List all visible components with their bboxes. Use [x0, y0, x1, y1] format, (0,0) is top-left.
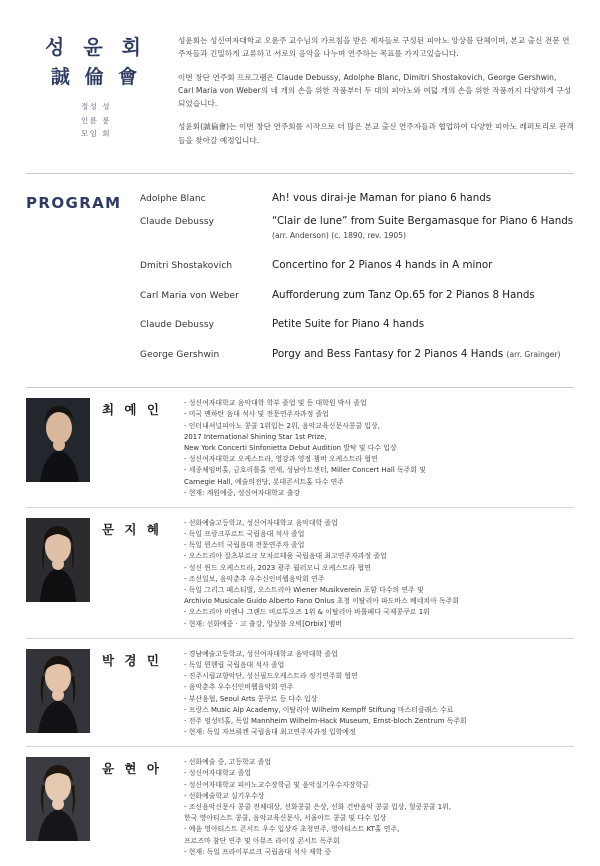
- performer-name: 박 경 민: [102, 652, 162, 668]
- bio-line: Archivio Musicale Guido Alberto Fano Onlus 초청 이탈리아 파도바스 베네치아 독주회: [184, 597, 459, 606]
- program-work: [272, 348, 574, 362]
- program-work: [272, 289, 574, 303]
- bio-line: - 오스트리아 비엔나 그랜드 비르투오즈 1위 & 이탈리아 바톨페다 국제콩쿠르 1위: [184, 608, 430, 617]
- ensemble-name-korean: 성 윤 회: [45, 35, 147, 59]
- bio-line: - 성신여자대학교 피아노교수장학금 및 음악실기우수자장학금: [184, 780, 369, 789]
- performer-row: [26, 387, 574, 507]
- performer-row: [26, 507, 574, 638]
- performer-photo: [26, 398, 90, 482]
- program-work-title: Ah! vous dirai-je Maman for piano 6 hands: [272, 191, 492, 204]
- performer-photo: [26, 649, 90, 733]
- program-work-title: Porgy and Bess Fantasy for 2 Pianos 4 Hands: [272, 348, 504, 361]
- program-item: [140, 289, 574, 303]
- intro-text: [166, 24, 574, 157]
- bio-line: 2017 International Shining Star 1st Prize,: [184, 432, 327, 441]
- performer-body: [90, 649, 574, 739]
- bio-line: - 현재: 독일 프라이부르크 국립음대 석사 재학 중: [184, 847, 332, 856]
- bio-line: - 전주 엉성터홀, 독일 Mannheim Wilhelm-Hack Museum, Ernst-bloch Zentrum 독주회: [184, 716, 467, 725]
- bio-line: - 현재: 독일 자브뤼켄 국립음대 최고연주자과정 입학예정: [184, 728, 356, 737]
- program-section: [0, 174, 600, 387]
- bio-line: - 조선일보, 음악춘추 우수신인비웹음악회 연주: [184, 574, 325, 583]
- program-item: [140, 348, 574, 362]
- program-work: [272, 215, 574, 243]
- bio-line: - 성신여자대학교 오케스트라, 영강과 영정 챔버 오케스트라 협연: [184, 455, 378, 464]
- performer-name: 최 예 인: [102, 402, 162, 418]
- performer-name: 문 지 혜: [102, 521, 162, 537]
- bio-line: - 현재: 계원예중, 성신여자대학교 출강: [184, 488, 301, 497]
- program-work: [272, 318, 574, 332]
- performer-bio: [184, 398, 574, 499]
- intro-paragraph-2: 이번 창단 연주회 프로그램은 Claude Debussy, Adolphe Blanc, Dimitri Shostakovich, George Gershwin, Carl Maria von Weber의 네 개의 손을 위한 작품부터 두 대의 피아노와 여덟 개의 손을 위한 작품까지 다양하게 구성되었습니다.: [178, 72, 572, 109]
- gloss-line-3: 모임 회: [80, 128, 112, 138]
- performer-row: [26, 746, 574, 866]
- performer-row: [26, 638, 574, 747]
- performers-section: [0, 387, 600, 866]
- bio-line: - 진주시립교향악단, 성신필드오케스트라 정기연주회 협연: [184, 672, 358, 681]
- program-item: [140, 318, 574, 332]
- bio-line: - 현재: 선화예중 · 고 출강, 앙상블 오빅[Orbix] 멤버: [184, 619, 342, 628]
- program-work-title: Aufforderung zum Tanz Op.65 for 2 Pianos 8 Hands: [272, 288, 535, 301]
- performer-photo: [26, 518, 90, 602]
- bio-line: Carnegie Hall, 예술의전당, 롯데콘서트홀 다수 연주: [184, 477, 344, 486]
- bio-line: - 미국 맨하탄 음대 석사 및 전문연주자과정 졸업: [184, 410, 329, 419]
- program-work-title: “Clair de lune” from Suite Bergamasque for Piano 6 Hands: [272, 214, 574, 227]
- bio-line: - 선화예술고등학교, 성신여자대학교 음악대학 졸업: [184, 518, 338, 527]
- gloss-line-2: 인륜 륜: [80, 115, 112, 125]
- bio-line: - 성신 윈드 오케스트라, 2023 광주 월러모니 오케스트라 협연: [184, 563, 371, 572]
- program-composer: Claude Debussy: [140, 216, 215, 227]
- bio-line: - 프랑스 Music Alp Academy, 이탈리아 Wilhelm Kempff Stiftung 마스터클래스 수료: [184, 705, 454, 714]
- program-item: [140, 215, 574, 243]
- ensemble-name-gloss: [26, 100, 166, 139]
- bio-line: - 오스트리아 잘츠부르크 모차르테움 국립음대 최고연주자과정 졸업: [184, 552, 387, 561]
- program-work-title: Concertino for 2 Pianos 4 hands in A minor: [272, 258, 493, 271]
- bio-line: - 조선음악신문사 콩쿨 전체대상, 선화콩쿨 은상, 선화 건반음악 콩쿨 입상, 헝쿵콩쿨 1위,: [184, 803, 452, 812]
- bio-line: - 인터내셔널피아노 콩쿨 1위입는 2위, 음악교육신문사콩쿨 입상,: [184, 421, 380, 430]
- bio-line: 프르즈마 참단 연주 및 아뮤즈 라이징 콘서트 독주회: [184, 836, 340, 845]
- program-composer: Adolphe Blanc: [140, 193, 206, 204]
- bio-line: - 경남예술고등학교, 성신여자대학교 음악대학 졸업: [184, 649, 338, 658]
- performer-body: [90, 757, 574, 858]
- bio-line: - 성신여자대학교 졸업: [184, 769, 252, 778]
- program-work-note: (arr. Grainger): [506, 350, 561, 360]
- ensemble-name-hanja: 誠 倫 會: [50, 66, 142, 88]
- program-composer: George Gershwin: [140, 350, 220, 361]
- program-work: [272, 192, 574, 206]
- bio-line: - 독일 프랑크푸르트 국립음대 석사 졸업: [184, 530, 305, 539]
- bio-line: - 선화예술 중, 고등학교 졸업: [184, 758, 271, 767]
- bio-line: - 독일 그리그 페스티벌, 오스트리아 Wiener Musikverein 포함 다수의 연주 및: [184, 586, 424, 595]
- program-composer: Carl Maria von Weber: [140, 290, 239, 301]
- bio-line: - 음악춘추 우수신인비웹음악회 연주: [184, 683, 294, 692]
- program-work: [272, 259, 574, 273]
- gloss-line-1: 정성 성: [80, 102, 112, 112]
- program-item: [140, 259, 574, 273]
- program-list: [140, 192, 574, 371]
- program-work-title: Petite Suite for Piano 4 hands: [272, 318, 425, 331]
- bio-line: - 성신여자대학교 음악대학 학부 졸업 및 동 대학원 박사 졸업: [184, 399, 367, 408]
- program-composer: Dmitri Shostakovich: [140, 260, 233, 271]
- bio-line: - 독일 뮌스터 국립음대 전문연주자 졸업: [184, 541, 305, 550]
- performer-name: 윤 현 아: [102, 761, 162, 777]
- bio-line: - 독일 뮌헨립 국립음대 석사 졸업: [184, 660, 285, 669]
- performer-bio: [184, 757, 574, 858]
- bio-line: 한국 영아티스트 콩쿨, 음악교육신문사, 서울아트 콩쿨 및 다수 입상: [184, 814, 387, 823]
- bio-line: - 세종체임버홀, 금호리틀홀 연세, 성남아트센터, Miller Concert Hall 독주회 및: [184, 466, 426, 475]
- performer-body: [90, 518, 574, 630]
- bio-line: - 부산음협, Seoul Arts 콩쿠르 등 다수 입상: [184, 694, 318, 703]
- performer-body: [90, 398, 574, 499]
- ensemble-brand: [26, 24, 166, 140]
- performer-bio: [184, 518, 574, 630]
- bio-line: - 예음 영아티스트 콘서트 우수 입상자 초청연주, 영아티스트 KT홀 연주,: [184, 825, 400, 834]
- intro-paragraph-1: 성윤회는 성신여자대학교 오윤주 교수님의 가르침을 받은 제자들로 구성된 피아노 앙상블 단체이며, 본교 출신 전문 연주자들과 긴밀하게 교류하고 서로의 음악을 나누며 연주하는 목표를 가지고있습니다.: [178, 36, 570, 59]
- intro-paragraph-3: 성윤회(誠倫會)는 이번 창단 연주회를 시작으로 더 많은 본교 출신 연주자들과 협업하여 다양한 피아노 레퍼토리로 관객들을 찾아갈 예정입니다.: [178, 122, 574, 145]
- program-item: [140, 192, 574, 206]
- program-heading: PROGRAM: [26, 193, 122, 212]
- performer-bio: [184, 649, 574, 739]
- header: [0, 0, 600, 167]
- bio-line: - 선화예술학교 실기우수상: [184, 791, 265, 800]
- bio-line: New York Concerti Sinfonietta Debut Audition 발탁 및 다수 입상: [184, 443, 397, 452]
- program-composer: Claude Debussy: [140, 320, 215, 331]
- program-work-note: (arr. Anderson) (c. 1890, rev. 1905): [272, 230, 407, 240]
- performer-photo: [26, 757, 90, 841]
